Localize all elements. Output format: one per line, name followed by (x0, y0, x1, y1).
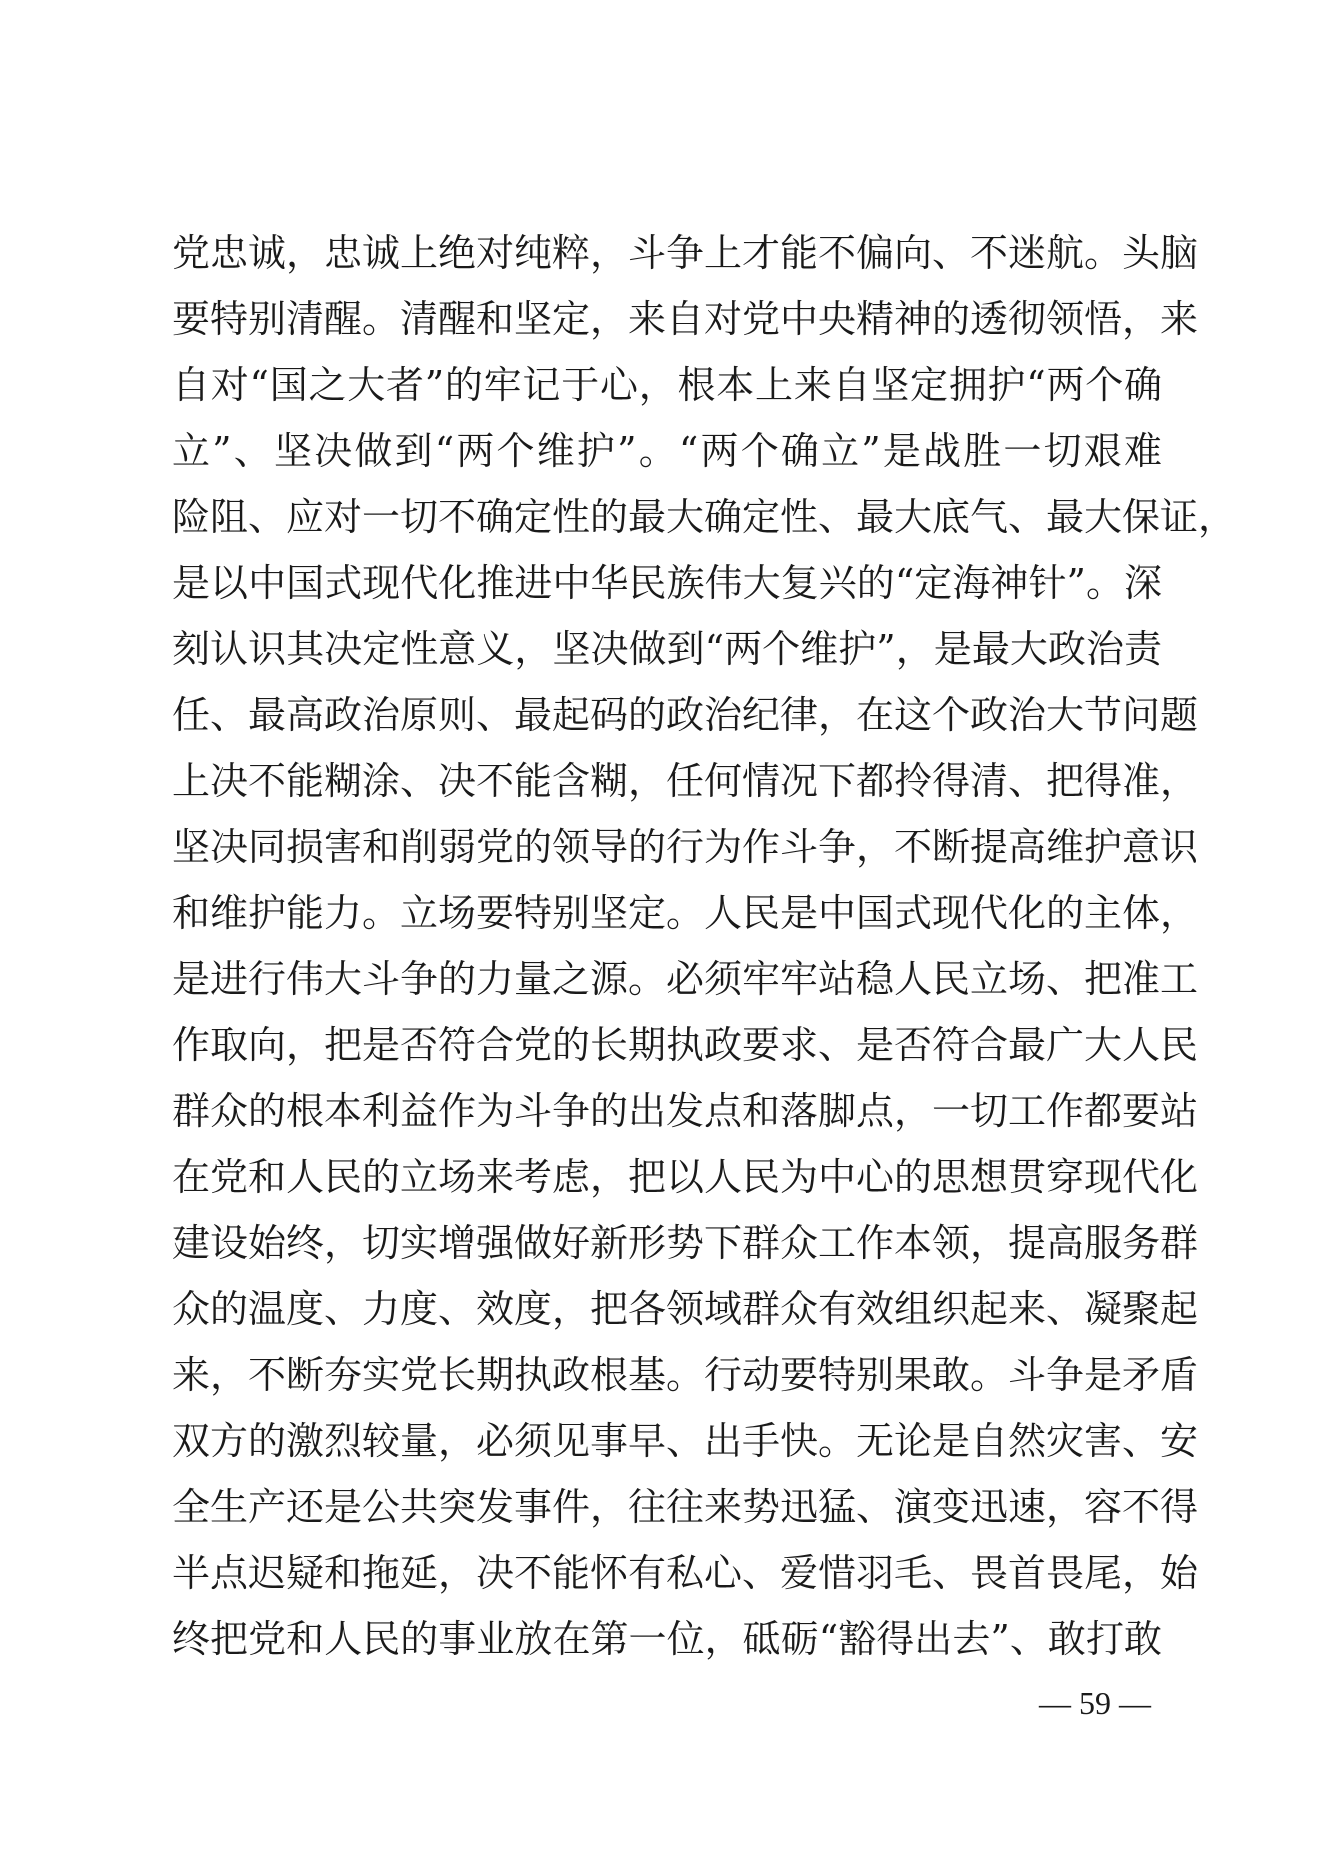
text-line-14: 群众的根本利益作为斗争的出发点和落脚点，一切工作都要站 (172, 1089, 1199, 1133)
text-line-4: 立”、坚决做到“两个维护”。“两个确立”是战胜一切艰难 (172, 429, 1162, 473)
text-line-15: 在党和人民的立场来考虑，把以人民为中心的思想贯穿现代化 (172, 1155, 1199, 1199)
text-line-3: 自对“国之大者”的牢记于心，根本上来自坚定拥护“两个确 (172, 363, 1162, 407)
text-line-20: 全生产还是公共突发事件，往往来势迅猛、演变迅速，容不得 (172, 1485, 1199, 1529)
text-line-6: 是以中国式现代化推进中华民族伟大复兴的“定海神针”。深 (172, 561, 1162, 605)
page-number: — 59 — (1039, 1685, 1151, 1721)
text-line-19: 双方的激烈较量，必须见事早、出手快。无论是自然灾害、安 (172, 1419, 1199, 1463)
text-line-13: 作取向，把是否符合党的长期执政要求、是否符合最广大人民 (172, 1023, 1199, 1067)
text-line-2: 要特别清醒。清醒和坚定，来自对党中央精神的透彻领悟，来 (172, 297, 1199, 341)
text-line-16: 建设始终，切实增强做好新形势下群众工作本领，提高服务群 (172, 1221, 1199, 1265)
text-line-10: 坚决同损害和削弱党的领导的行为作斗争，不断提高维护意识 (172, 825, 1199, 869)
text-line-8: 任、最高政治原则、最起码的政治纪律，在这个政治大节问题 (172, 693, 1199, 737)
text-line-11: 和维护能力。立场要特别坚定。人民是中国式现代化的主体， (172, 891, 1199, 935)
text-line-5: 险阻、应对一切不确定性的最大确定性、最大底气、最大保证， (172, 495, 1237, 539)
text-line-22: 终把党和人民的事业放在第一位，砥砺“豁得出去”、敢打敢 (172, 1617, 1162, 1661)
text-line-9: 上决不能糊涂、决不能含糊，任何情况下都拎得清、把得准， (172, 759, 1199, 803)
text-line-12: 是进行伟大斗争的力量之源。必须牢牢站稳人民立场、把准工 (172, 957, 1199, 1001)
body-paragraph (172, 220, 1237, 1672)
text-line-21: 半点迟疑和拖延，决不能怀有私心、爱惜羽毛、畏首畏尾，始 (172, 1551, 1199, 1595)
text-line-1: 党忠诚，忠诚上绝对纯粹，斗争上才能不偏向、不迷航。头脑 (172, 231, 1199, 275)
text-line-18: 来，不断夯实党长期执政根基。行动要特别果敢。斗争是矛盾 (172, 1353, 1199, 1397)
text-line-7: 刻认识其决定性意义，坚决做到“两个维护”，是最大政治责 (172, 627, 1162, 671)
text-line-17: 众的温度、力度、效度，把各领域群众有效组织起来、凝聚起 (172, 1287, 1199, 1331)
